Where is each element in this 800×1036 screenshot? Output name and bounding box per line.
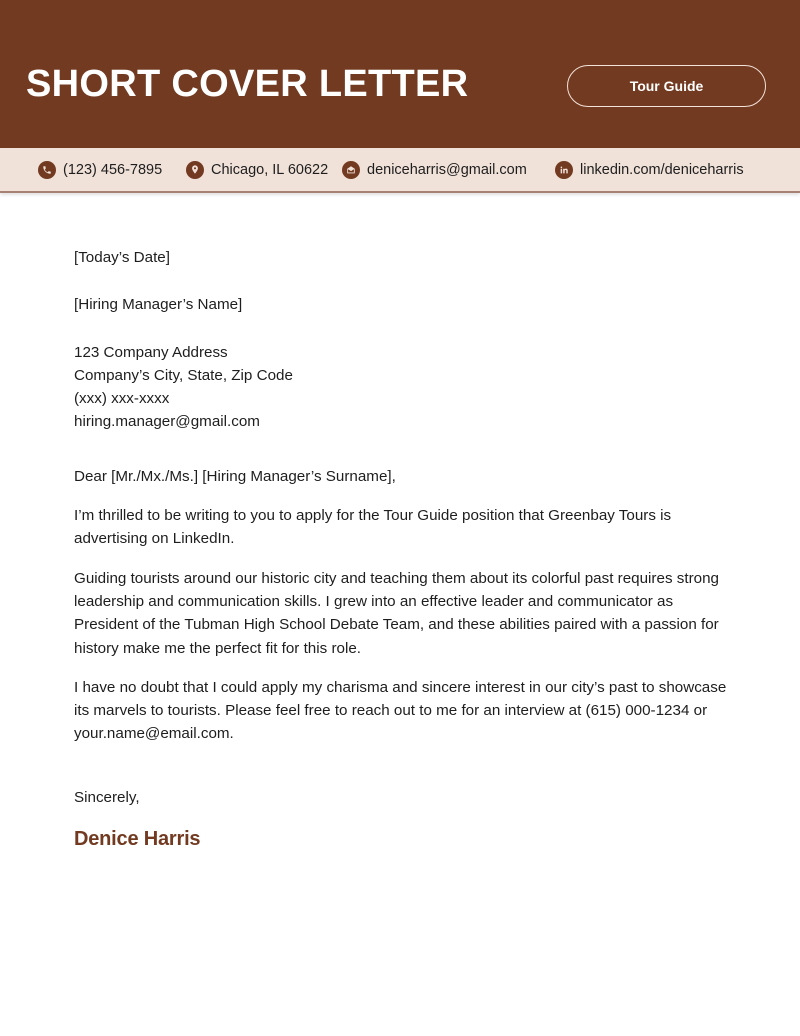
letter-date: [Today’s Date]	[74, 249, 170, 266]
contact-linkedin[interactable]	[555, 148, 744, 191]
location-text: Chicago, IL 60622	[211, 161, 329, 178]
paragraph-closing: I have no doubt that I could apply my charisma and sincere interest in our city’s past to showcase its marvels to tourists. Please feel free to reach out to me for an interview at (615) 000-1234 or your.name@email.com.	[74, 678, 727, 743]
salutation: Dear [Mr./Mx./Ms.] [Hiring Manager’s Surname],	[74, 467, 396, 485]
address-line: 123 Company Address	[74, 343, 228, 361]
address-line: hiring.manager@gmail.com	[74, 413, 260, 431]
closing: Sincerely,	[74, 788, 140, 806]
paragraph-intro: I’m thrilled to be writing to you to apply for the Tour Guide position that Greenbay Tours is advertising on LinkedIn.	[74, 507, 672, 548]
email-text[interactable]: deniceharris@gmail.com	[367, 161, 527, 178]
phone-text: (123) 456-7895	[63, 161, 163, 178]
linkedin-text[interactable]: linkedin.com/deniceharris	[580, 161, 744, 178]
address-line: (xxx) xxx-xxxx	[74, 390, 170, 408]
recipient-name: [Hiring Manager’s Name]	[74, 296, 243, 314]
contact-bar	[0, 148, 800, 193]
contact-phone	[38, 148, 162, 191]
job-title-badge: Tour Guide	[567, 65, 766, 107]
phone-icon	[38, 161, 56, 179]
header-banner	[0, 0, 800, 148]
paragraph-body: Guiding tourists around our historic city and teaching them about its colorful past requires strong leadership and communication skills. I grew into an effective leader and communicator as President of the Tubman High School Debate Team, and these abilities paired with a passion for history make me the perfect fit for this role.	[74, 569, 719, 657]
recipient-address	[74, 341, 734, 434]
contact-location	[186, 148, 328, 191]
contact-email[interactable]	[342, 148, 527, 191]
linkedin-icon	[555, 161, 573, 179]
address-line: Company’s City, State, Zip Code	[74, 366, 293, 384]
document-title: SHORT COVER LETTER	[26, 63, 469, 105]
map-pin-icon	[186, 161, 204, 179]
letter-body	[74, 246, 734, 853]
signature: Denice Harris	[74, 828, 201, 851]
envelope-icon	[342, 161, 360, 179]
